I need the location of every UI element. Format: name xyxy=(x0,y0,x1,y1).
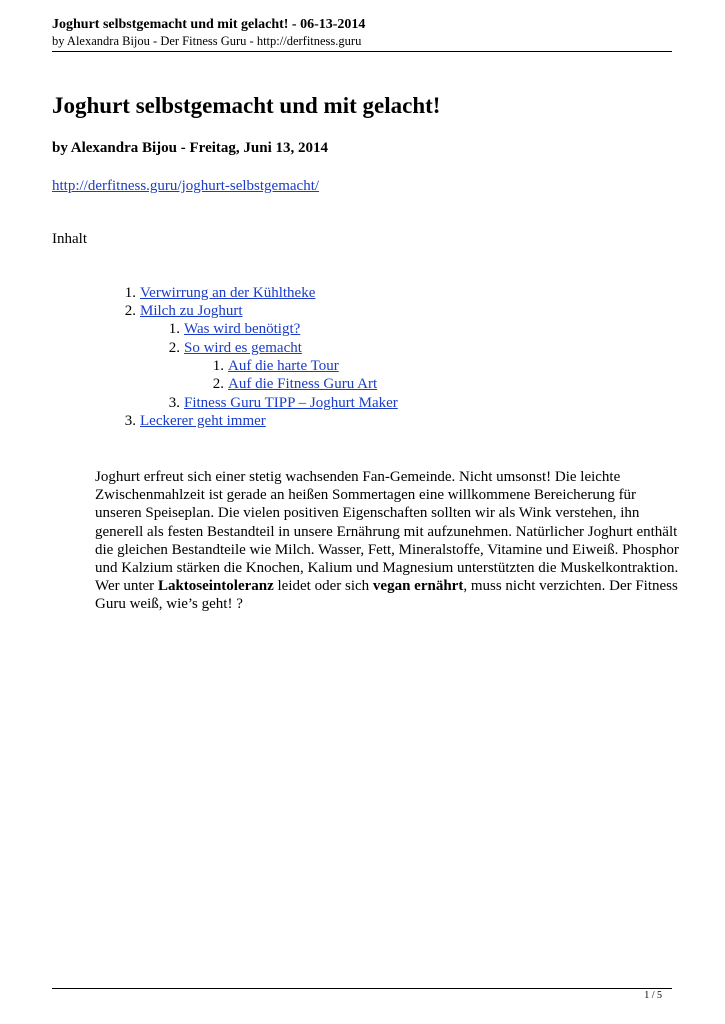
bold-vegan: vegan ernährt xyxy=(372,578,464,595)
intro-text: Joghurt erfreut sich einer stetig wachsenden Fan-Gemeinde. Nicht umsonst! Die leichte Zwischenmahlzeit ist gerade an heißen Sommertagen eine willkommene Bereicherung für unseren Speiseplan. Die vielen positiven Eigenschaften sollten wir als Wink verstehen, ihn generell als festen Bestandteil in unsere Ernährung mit aufzunehmen. Natürlicher Joghurt enthält die gleichen Bestandteile wie Milch. Wasser, Fett, Mineralstoffe, Vitamine und Eiweiß. Phosphor und Kalzium stärken die Knochen, Kalium und Magnesium unterstützten die Muskelkontraktion. Wer unter xyxy=(95,469,679,595)
toc-link-leckerer-geht-immer[interactable]: Leckerer geht immer xyxy=(140,413,266,429)
intro-text: leidet oder sich xyxy=(273,578,373,595)
toc-item xyxy=(164,394,398,412)
toc-link-milch-zu-joghurt[interactable]: Milch zu Joghurt xyxy=(140,303,243,319)
toc-item-number: 3. xyxy=(124,413,136,429)
intro-paragraph xyxy=(95,468,685,614)
header-subtitle: by Alexandra Bijou - Der Fitness Guru - http://derfitness.guru xyxy=(52,34,362,48)
toc-item xyxy=(164,320,300,338)
toc-item xyxy=(120,412,266,430)
header-title: Joghurt selbstgemacht und mit gelacht! - 06-13-2014 xyxy=(52,17,366,32)
toc-link-joghurt-maker[interactable]: Fitness Guru TIPP – Joghurt Maker xyxy=(184,395,398,411)
toc-item-number: 2. xyxy=(124,303,136,319)
bold-laktoseintoleranz: Laktoseintoleranz xyxy=(157,578,274,595)
toc-link-fitness-guru-art[interactable]: Auf die Fitness Guru Art xyxy=(228,376,378,392)
intro-text: , muss nicht verzichten. Der Fitness Guru weiß, wie’s geht! ? xyxy=(95,578,678,613)
article-byline: by Alexandra Bijou - Freitag, Juni 13, 2014 xyxy=(52,140,328,156)
toc-item xyxy=(208,375,377,393)
page-header xyxy=(52,16,672,49)
toc-item xyxy=(208,357,339,375)
toc-item xyxy=(120,284,315,302)
toc-item-number: 1. xyxy=(124,285,136,301)
footer-divider xyxy=(52,988,672,989)
toc-heading: Inhalt xyxy=(52,231,87,247)
page-number: 1 / 5 xyxy=(644,990,662,1001)
toc-item-number: 1. xyxy=(168,321,180,337)
toc-item-number: 2. xyxy=(212,376,224,392)
article-title: Joghurt selbstgemacht und mit gelacht! xyxy=(52,93,441,118)
toc-item xyxy=(164,339,302,357)
toc-item-number: 2. xyxy=(168,340,180,356)
toc-item-number: 3. xyxy=(168,395,180,411)
permalink-link[interactable]: http://derfitness.guru/joghurt-selbstgemacht/ xyxy=(52,178,320,194)
toc-link-was-wird-benoetigt[interactable]: Was wird benötigt? xyxy=(184,321,301,337)
toc-link-verwirrung[interactable]: Verwirrung an der Kühltheke xyxy=(140,285,316,301)
toc-item xyxy=(120,302,243,320)
toc-item-number: 1. xyxy=(212,358,224,374)
toc-link-harte-tour[interactable]: Auf die harte Tour xyxy=(228,358,339,374)
header-divider xyxy=(52,51,672,52)
toc-link-so-wird-es-gemacht[interactable]: So wird es gemacht xyxy=(184,340,302,356)
